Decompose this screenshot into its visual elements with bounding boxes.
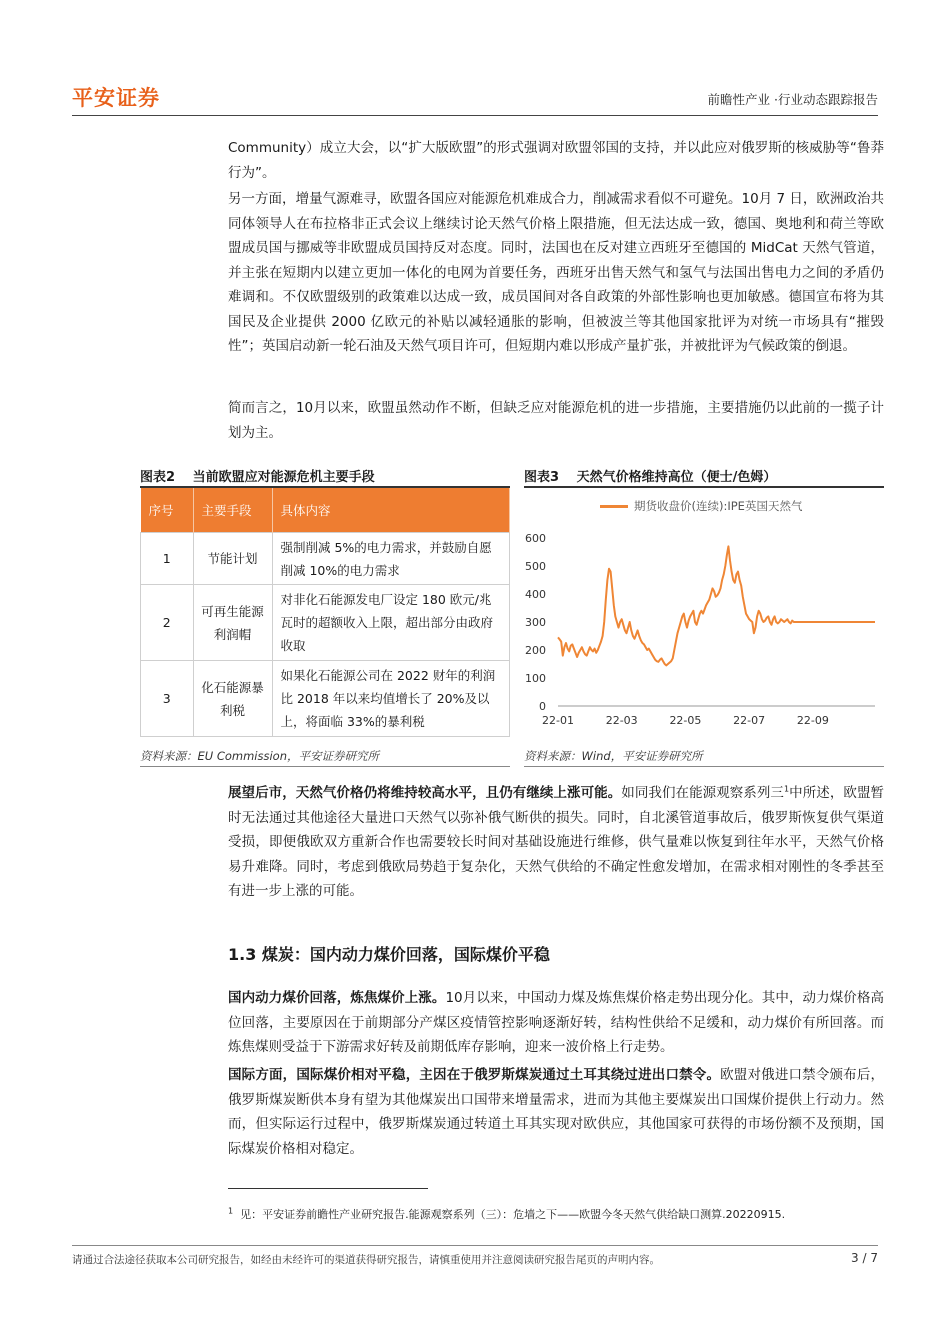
x-tick-label: 22-05: [669, 714, 702, 727]
figure3-source-rule: [524, 766, 884, 767]
y-tick-label: 100: [525, 672, 546, 685]
row-content: 如果化石能源公司在 2022 财年的利润比 2018 年以来均值增长了 20%及以上，将面临 33%的暴利税: [272, 661, 510, 737]
paragraph-3: 简而言之，10月以来，欧盟虽然动作不断，但缺乏应对能源危机的进一步措施，主要措施仍以此前的一揽子计划为主。: [228, 400, 884, 441]
figure3-title: 图表3 天然气价格维持高位（便士/色姆）: [524, 470, 777, 485]
y-tick-label: 600: [525, 532, 546, 545]
legend-label: 期货收盘价(连续):IPE英国天然气: [634, 499, 803, 513]
col-header-no: 序号: [141, 488, 194, 533]
y-tick-label: 200: [525, 644, 546, 657]
chart-legend: [600, 498, 802, 514]
footnote-rule: [228, 1188, 428, 1189]
row-means: 节能计划: [193, 533, 272, 585]
row-content: 对非化石能源发电厂设定 180 欧元/兆瓦时的超额收入上限，超出部分由政府收取: [272, 585, 510, 661]
x-tick-label: 22-07: [733, 714, 766, 727]
x-tick-label: 22-01: [542, 714, 574, 727]
footnote-mark: 1: [228, 1206, 234, 1216]
footer-divider: [72, 1245, 878, 1246]
paragraph-4: [228, 781, 884, 904]
paragraph-6: [228, 1063, 884, 1161]
paragraph-1: Community）成立大会，以“扩大版欧盟”的形式强调对欧盟邻国的支持，并以此应对俄罗斯的核威胁等“鲁莽行为”。: [228, 140, 884, 181]
paragraph-4-text-a: 如同我们在能源观察系列三: [621, 785, 784, 801]
row-content: 强制削减 5%的电力需求，并鼓励自愿削减 10%的电力需求: [272, 533, 510, 585]
paragraph-6-text: 欧盟对俄进口禁令颁布后，俄罗斯煤炭断供本身有望为其他煤炭出口国带来增量需求，进而为其他主要煤炭出口国煤价提供上行动力。然而，但实际运行过程中，俄罗斯煤炭通过转道土耳其实现对欧供应，其他国家可获得的市场份额不及预期，国际煤炭价格相对稳定。: [228, 1067, 885, 1157]
report-category: 前瞻性产业 ·行业动态跟踪报告: [707, 92, 878, 107]
footnote-text: 见：平安证券前瞻性产业研究报告.能源观察系列（三）：危墙之下——欧盟今冬天然气供给缺口测算.20220915.: [240, 1208, 786, 1221]
table-row: [141, 661, 510, 737]
row-no: 3: [141, 661, 194, 737]
footnote: [228, 1206, 785, 1222]
y-tick-label: 0: [539, 700, 546, 713]
col-header-content: 具体内容: [272, 488, 510, 533]
figure3-rule: [524, 486, 884, 488]
figure2-source: 资料来源：EU Commission，平安证券研究所: [140, 749, 380, 763]
paragraph-5: [228, 986, 884, 1060]
row-no: 2: [141, 585, 194, 661]
paragraph-2: 另一方面，增量气源难寻，欧盟各国应对能源危机难成合力，削减需求看似不可避免。10月 7 日，欧洲政治共同体领导人在布拉格非正式会议上继续讨论天然气价格上限措施，但无法达成一致，德国、奥地利和荷兰等欧盟成员国与挪威等非欧盟成员国持反对态度。同时，法国也在反对建立西班牙至德国的 MidCat 天然气管道，并主张在短期内以建立更加一体化的电网为首要任务，西班牙出售天然气和氢气与法国出售电力之间的矛盾仍难调和。不仅欧盟级别的政策难以达成一致，成员国间对各自政策的外部性影响也更加敏感。德国宣布将为其国民及企业提供 2000 亿欧元的补贴以减轻通胀的影响，但被波兰等其他国家批评为对统一市场具有“摧毁性”；英国启动新一轮石油及天然气项目许可，但短期内难以形成产量扩张，并被批评为气候政策的倒退。: [228, 191, 884, 354]
paragraph-4-text-b: 中所述，欧盟暂时无法通过其他途径大量进口天然气以弥补俄气断供的损失。同时，自北溪管道事故后，俄罗斯恢复供气渠道受损，即便俄欧双方重新合作也需要较长时间对基础设施进行维修，供气量难以恢复到往年水平，天然气价格易升难降。同时，考虑到俄欧局势趋于复杂化，天然气供给的不确定性愈发增加，在需求相对刚性的冬季甚至有进一步上涨的可能。: [228, 785, 885, 899]
company-logo: 平安证券: [72, 86, 160, 110]
footnote-ref: 1: [784, 784, 790, 794]
gas-price-chart: [520, 520, 885, 740]
row-no: 1: [141, 533, 194, 585]
header-divider: [72, 115, 878, 116]
paragraph-5-text: 10月以来，中国动力煤及炼焦煤价格走势出现分化。其中，动力煤价格高位回落，主要原因在于前期部分产煤区疫情管控影响逐渐好转，结构性供给不足缓和，动力煤价有所回落。而炼焦煤则受益于下游需求好转及前期低库存影响，迎来一波价格上行走势。: [228, 990, 884, 1055]
x-tick-label: 22-03: [605, 714, 638, 727]
y-tick-label: 300: [525, 616, 546, 629]
footer-disclaimer: 请通过合法途径获取本公司研究报告，如经由未经许可的渠道获得研究报告，请慎重使用并注意阅读研究报告尾页的声明内容。: [72, 1254, 660, 1266]
figure2-source-rule: [140, 766, 510, 767]
paragraph-5-lead: 国内动力煤价回落，炼焦煤价上涨。: [228, 990, 446, 1006]
y-tick-label: 500: [525, 560, 546, 573]
measures-table: [140, 488, 510, 737]
x-tick-label: 22-09: [796, 714, 829, 727]
legend-swatch: [600, 505, 628, 508]
table-header-row: [141, 488, 510, 533]
y-tick-label: 400: [525, 588, 546, 601]
paragraph-4-lead: 展望后市，天然气价格仍将维持较高水平，且仍有继续上涨可能。: [228, 785, 622, 801]
figure3-source: 资料来源：Wind，平安证券研究所: [524, 749, 703, 763]
page-number: 3 / 7: [851, 1251, 878, 1265]
section-heading: 1.3 煤炭：国内动力煤价回落，国际煤价平稳: [228, 945, 550, 964]
table-row: [141, 585, 510, 661]
col-header-means: 主要手段: [193, 488, 272, 533]
figure2-title: 图表2 当前欧盟应对能源危机主要手段: [140, 470, 375, 485]
table-row: [141, 533, 510, 585]
row-means: 化石能源暴利税: [193, 661, 272, 737]
row-means: 可再生能源利润帽: [193, 585, 272, 661]
series-line: [558, 546, 875, 665]
paragraph-6-lead: 国际方面，国际煤价相对平稳，主因在于俄罗斯煤炭通过土耳其绕过进出口禁令。: [228, 1067, 721, 1083]
